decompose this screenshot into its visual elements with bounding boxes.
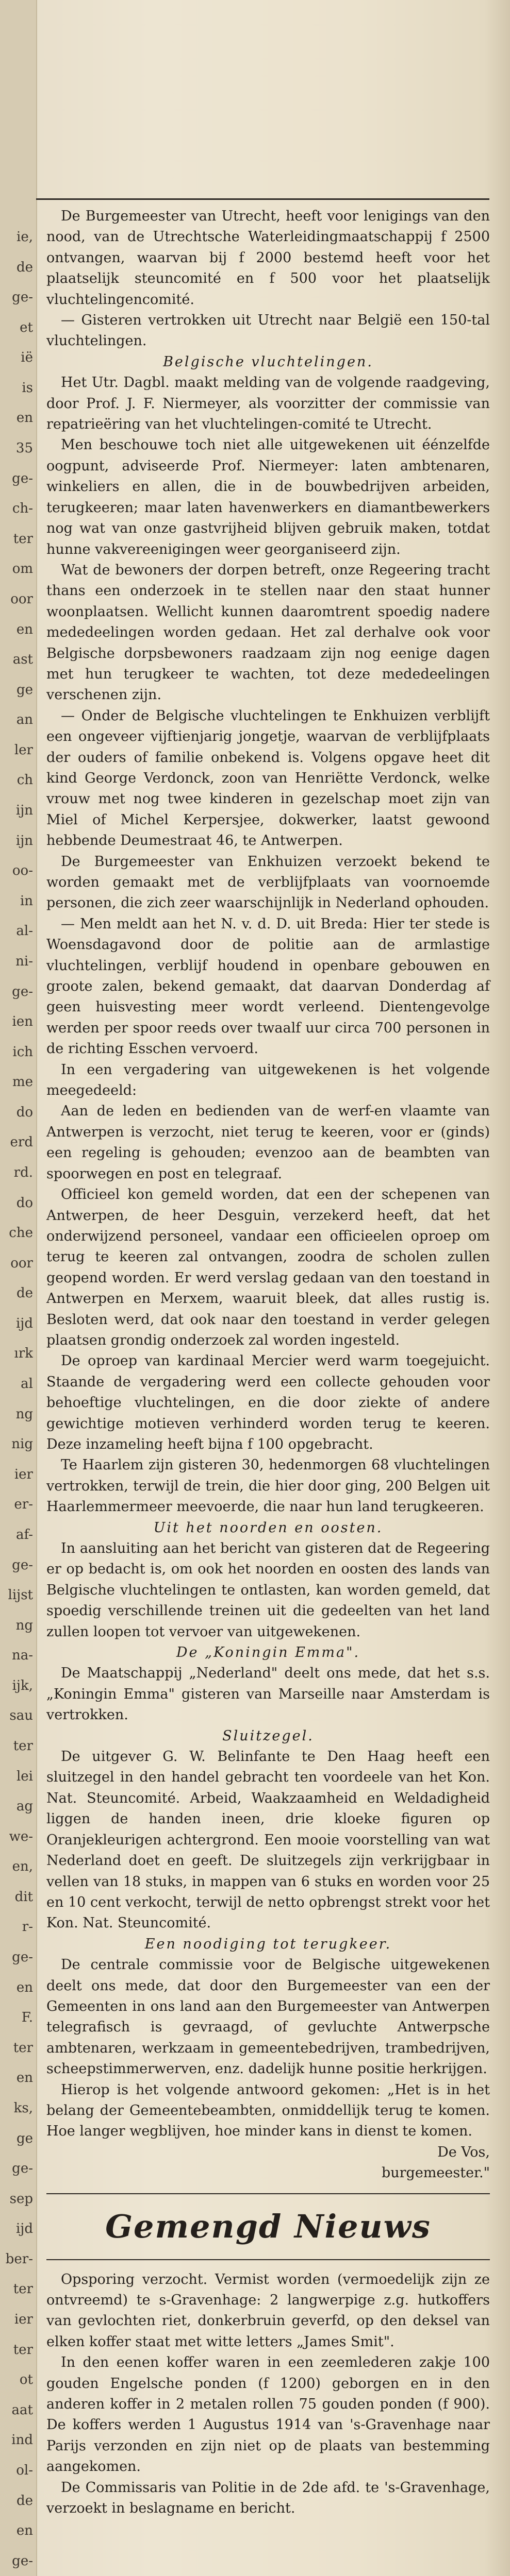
margin-fragment: af- (16, 1527, 33, 1543)
margin-fragment: en (16, 1979, 33, 1995)
paragraph: Te Haarlem zijn gisteren 30, hedenmorgen 68 vluchtelingen vertrokken, terwijl de trein, die hier door ging, 200 Belgen uit Haarlemmermeer meevoerde, die naar hun land terugkeeren. (46, 1457, 490, 1515)
paragraph: De Burgemeester van Utrecht, heeft voor lenigings van den nood, van de Utrechtsche Waterleidingmaatschappij f 2500 ontvangen, waarvan bij f 2000 bestemd heeft voor het plaatselijk steuncomité en f 500 voor het plaatselijk vluchtelingencomité. (46, 208, 490, 308)
margin-fragment: oo- (12, 863, 33, 879)
margin-fragment: sep (9, 2191, 33, 2207)
margin-fragment: che (9, 1225, 33, 1241)
margin-fragment: er- (14, 1497, 33, 1513)
margin-fragment: ng (15, 1617, 33, 1633)
section-heading-sluitzegel: Sluitzegel. (222, 1727, 314, 1744)
section-heading-noodiging: Een noodiging tot terugkeer. (144, 1936, 392, 1952)
margin-fragment: ol- (16, 2462, 33, 2478)
margin-fragment: is (22, 380, 33, 396)
margin-fragment: ier (14, 1466, 33, 1482)
paragraph: In een vergadering van uitgewekenen is het volgende meegedeeld: (46, 1061, 490, 1099)
margin-fragment: ter (13, 2281, 33, 2297)
margin-fragment: in (20, 893, 33, 909)
margin-fragment: om (12, 561, 33, 577)
paragraph: Men beschouwe toch niet alle uitgewekenen uit éénzelfde oogpunt, adviseerde Prof. Niermeyer: laten ambtenaren, winkeliers en allen, die in de bouwbedrijven arbeiden, terugkeeren; maar laten havenwerkers en diamantbewerkers nog wat van onze gastvrijheid blijven gebruik maken, totdat hunne vakvereenigingen weer georganiseerd zijn. (46, 437, 490, 557)
section-divider (46, 2193, 490, 2194)
adjacent-column-strip (0, 0, 37, 2576)
margin-fragment: F. (21, 2010, 33, 2026)
top-rule (36, 198, 489, 200)
margin-fragment: ind (11, 2432, 33, 2448)
paragraph: In den eenen koffer waren in een zeemlederen zakje 100 gouden Engelsche ponden (f 1200) geborgen en in den anderen koffer in 2 metalen rollen 75 gouden ponden (f 900). De koffers werden 1 Augustus 1914 van 's-Gravenhage naar Parijs verzonden en zijn niet op de plaats van bestemming aangekomen. (46, 2354, 490, 2475)
margin-fragment: ber- (5, 2251, 33, 2267)
margin-fragment: ni- (15, 953, 33, 969)
paragraph: — Gisteren vertrokken uit Utrecht naar België een 150-tal vluchtelingen. (46, 312, 490, 349)
article-column (46, 206, 490, 2519)
margin-fragment: oor (10, 591, 33, 607)
margin-fragment: ie, (17, 229, 33, 245)
margin-fragment: ge- (12, 1950, 33, 1965)
margin-fragment: erd (10, 1134, 33, 1150)
margin-fragment: rd. (13, 1164, 33, 1180)
margin-fragment: lijst (8, 1587, 33, 1603)
margin-fragment: ırk (14, 1346, 33, 1362)
margin-fragment: ter (13, 2342, 33, 2358)
margin-fragment: do (16, 1104, 33, 1120)
margin-fragment: lei (16, 1768, 33, 1784)
margin-fragment: ge (16, 682, 33, 698)
margin-fragment: aat (11, 2402, 33, 2418)
margin-fragment: ijn (15, 833, 33, 849)
margin-fragment: en (16, 621, 33, 637)
paragraph: De Maatschappij „Nederland" deelt ons mede, dat het s.s. „Koningin Emma" gisteren van Marseille naar Amsterdam is vertrokken. (46, 1665, 490, 1723)
margin-fragment: ch- (12, 501, 33, 517)
margin-fragment: ng (15, 1406, 33, 1422)
utrecht-notice (46, 206, 490, 352)
margin-fragment: ge (16, 2130, 33, 2146)
section-heading-belgische: Belgische vluchtelingen. (163, 353, 373, 370)
paragraph: De Commissaris van Politie in de 2de afd. te 's-Gravenhage, verzoekt in beslagname en bericht. (46, 2479, 490, 2517)
margin-fragment: na- (11, 1648, 33, 1664)
margin-fragment: ijn (15, 803, 33, 819)
margin-fragment: ter (13, 531, 33, 547)
signature-name: De Vos, (437, 2144, 490, 2160)
margin-fragment: ge- (12, 290, 33, 306)
margin-fragment: ië (21, 350, 33, 366)
margin-fragment: sau (9, 1708, 33, 1724)
margin-fragment: ch (17, 772, 33, 788)
margin-fragment: al- (16, 923, 33, 939)
margin-fragment: ich (12, 1044, 33, 1060)
margin-fragment: dit (14, 1889, 33, 1905)
paragraph: In aansluiting aan het bericht van gisteren dat de Regeering er op bedacht is, om ook het noorden en oosten des lands van Belgische vluchtelingen te ontlasten, kan worden gemeld, dat spoedig verschillende treinen uit die gedeelten van het land zullen loopen tot vervoer van uitgewekenen. (46, 1540, 490, 1640)
paragraph: Opsporing verzocht. Vermist worden (vermoedelijk zijn ze ontvreemd) te s-Gravenhage: 2 langwerpige z.g. hutkoffers van gevlochten riet, donkerbruin geverfd, op den deksel van elken koffer staat met witte letters „James Smit". (46, 2271, 490, 2350)
paragraph: Aan de leden en bedienden van de werf-en vlaamte van Antwerpen is verzocht, niet terug te keeren, voor er (ginds) een regeling is gehouden; evenzoo aan de beambten van spoorwegen en post en telegraaf. (46, 1103, 490, 1182)
paragraph: De centrale commissie voor de Belgische uitgewekenen deelt ons mede, dat door den Burgemeester van een der Gemeenten in ons land aan den Burgemeester van Antwerpen telegrafisch is gevraagd, of gevluchte Antwerpsche ambtenaren, werkzaam in gemeentebedrijven, trambedrijven, scheepstimmerwerven, enz. dadelijk hunne positie herkrijgen. (46, 1957, 490, 2077)
section-heading-koningin: De „Koningin Emma". (176, 1645, 360, 1661)
margin-fragment: an (16, 712, 33, 728)
margin-fragment: nig (11, 1436, 33, 1452)
paragraph: De oproep van kardinaal Mercier werd warm toegejuicht. Staande de vergadering werd een collecte gehouden voor behoeftige vluchtelingen, en die door ziekte of andere gewichtige motieven verhinderd worden terug te keeren. Deze inzameling heeft bijna f 100 opgebracht. (46, 1353, 490, 1452)
margin-fragment: ijd (15, 2221, 33, 2237)
paragraph: De uitgever G. W. Belinfante te Den Haag heeft een sluitzegel in den handel gebracht ten voordeele van het Kon. Nat. Steuncomité. Arbeid, Waakzaamheid en Weldadigheid liggen de handen ineen, drie kloeke figuren op Oranjekleurigen achtergrond. Een mooie voorstelling van wat Nederland doet en geeft. De sluitzegels zijn verkrijgbaar in vellen van 18 stuks, in mappen van 6 stuks en worden voor 25 en 10 cent verkocht, terwijl de netto opbrengst strekt voor het Kon. Nat. Steuncomité. (46, 1749, 490, 1931)
margin-fragment: en, (12, 1859, 33, 1875)
margin-fragment: we- (9, 1828, 33, 1844)
margin-fragment: ien (12, 1014, 33, 1030)
margin-fragment: de (16, 2493, 33, 2509)
belgische-section (46, 372, 490, 1517)
margin-fragment: en (16, 410, 33, 426)
margin-fragment: oor (10, 1255, 33, 1271)
margin-fragment: al (21, 1376, 33, 1392)
paragraph: Officieel kon gemeld worden, dat een der schepenen van Antwerpen, de heer Desguin, verzekerd heeft, dat het onderwijzend personeel, vandaar een officieelen oproep om terug te keeren zal ontvangen, zoodra de scholen zullen geopend worden. Er werd verslag gedaan van den toestand in Antwerpen en Merxem, waaruit bleek, dat alles rustig is. Besloten werd, dat ook naar den toestand in verder gelegen plaatsen grondig onderzoek zal worden ingesteld. (46, 1187, 490, 1348)
margin-fragment: de (16, 259, 33, 275)
margin-fragment: ks, (13, 2100, 33, 2116)
section-divider (46, 2259, 490, 2260)
margin-fragment: ter (13, 1738, 33, 1754)
margin-fragment: r- (22, 1919, 33, 1935)
margin-fragment: ast (12, 652, 33, 668)
margin-fragment: ier (14, 2312, 33, 2328)
margin-fragment: ler (14, 742, 33, 758)
gemengd-nieuws-heading: Gemengd Nieuws (105, 2207, 431, 2245)
margin-fragment: ag (16, 1799, 33, 1815)
paragraph: — Men meldt aan het N. v. d. D. uit Breda: Hier ter stede is Woensdagavond door de politie aan de armlastige vluchtelingen, verblijf houdend in openbare gebouwen en groote zalen, bekend gemaakt, dat daarvan Donderdag af geen huisvesting meer wordt verleend. Dientengevolge werden per spoor reeds over twaalf uur circa 700 personen in de richting Esschen vervoerd. (46, 916, 490, 1057)
paragraph: De Burgemeester van Enkhuizen verzoekt bekend te worden gemaakt met de verblijfplaats van voornoemde personen, die zich zeer waarschijnlijk in Nederland ophouden. (46, 853, 490, 911)
margin-fragment: ge- (12, 2161, 33, 2177)
margin-fragment: ter (13, 2040, 33, 2056)
margin-fragment: ge- (12, 470, 33, 486)
margin-fragment: ijd (15, 1315, 33, 1331)
margin-fragment: ge- (12, 984, 33, 999)
margin-fragment: ge- (12, 1557, 33, 1573)
paragraph: Wat de bewoners der dorpen betreft, onze Regeering tracht thans een onderzoek in te stellen naar den staat hunner woonplaatsen. Wellicht kunnen daaromtrent spoedig nadere mededeelingen worden gedaan. Het zal derhalve ook voor Belgische dorpsbewoners raadzaam zijn nog eenige dagen met hun terugkeer te wachten, tot deze mededeelingen verschenen zijn. (46, 562, 490, 703)
margin-fragment: en (16, 2523, 33, 2539)
margin-fragment: de (16, 1285, 33, 1301)
margin-fragment: do (16, 1195, 33, 1211)
signature-title: burgemeester." (381, 2165, 490, 2181)
margin-fragment: 35 (15, 440, 33, 456)
margin-fragment: en (16, 2070, 33, 2086)
section-heading-noorden: Uit het noorden en oosten. (153, 1519, 383, 1536)
margin-fragment: ijk, (12, 1677, 33, 1693)
margin-fragment: me (12, 1074, 33, 1090)
margin-fragment: ot (19, 2372, 33, 2388)
paragraph: — Onder de Belgische vluchtelingen te Enkhuizen verblijft een ongeveer vijftienjarig jongetje, waarvan de verblijfplaats der ouders of familie onbekend is. Volgens opgave heet dit kind George Verdonck, zoon van Henriëtte Verdonck, welke vrouw met nog twee kinderen in gezelschap moet zijn van Miel of Michel Kerpersjee, dokwerker, laatst gewoond hebbende Deumestraat 46, te Antwerpen. (46, 707, 490, 849)
paragraph: Het Utr. Dagbl. maakt melding van de volgende raadgeving, door Prof. J. F. Niermeyer, als voorzitter der commissie van repatrieëring van het vluchtelingen-comité te Utrecht. (46, 375, 490, 433)
margin-fragment: ge- (12, 2553, 33, 2569)
paragraph: Hierop is het volgende antwoord gekomen: „Het is in het belang der Gemeentebeambten, onmiddellijk terug te komen. Hoe langer wegblijven, hoe minder kans in dienst te komen. (46, 2081, 490, 2140)
margin-fragment: et (20, 319, 33, 335)
